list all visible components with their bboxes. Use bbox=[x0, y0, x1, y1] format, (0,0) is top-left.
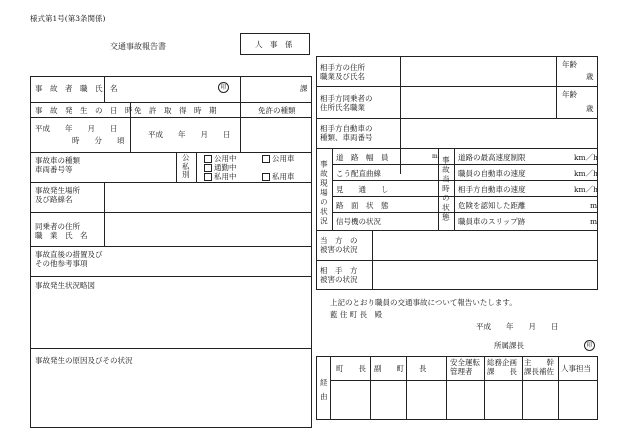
speed-unit-5: m bbox=[590, 217, 598, 226]
vehicle-label: 事故車の種類 車両番号等 bbox=[35, 156, 80, 175]
accident-date: 平成 年 月 日 bbox=[35, 124, 118, 133]
site-row-1-unit: m bbox=[432, 153, 438, 160]
site-row-1: 道 路 幅 員 bbox=[336, 153, 389, 162]
car-option-2: 私用車 bbox=[262, 172, 295, 181]
speed-unit-2: km／h bbox=[574, 169, 598, 178]
speed-unit-4: m bbox=[590, 201, 598, 210]
other-passenger-label: 相手方同乗者の 住所氏名職業 bbox=[320, 94, 373, 113]
site-label: 事故現場の状況 bbox=[319, 160, 329, 227]
other-party-age-label: 年齢 bbox=[562, 60, 577, 69]
license-date: 平成 年 月 日 bbox=[148, 130, 231, 139]
license-type-label: 免許の種類 bbox=[258, 106, 296, 115]
measures-label: 事故直後の措置及び その他参考事項 bbox=[35, 250, 103, 269]
chief-seal: 印 bbox=[584, 340, 595, 351]
datetime-label: 事 故 発 生 の 日 時 bbox=[35, 106, 133, 115]
seal-mark: 印 bbox=[218, 82, 229, 93]
approval-label: 経 由 bbox=[320, 378, 328, 401]
site-row-5: 信号機の状況 bbox=[336, 217, 381, 226]
speed-label: 事故当時の状態 bbox=[441, 156, 451, 223]
use-option-1: 公用中 bbox=[204, 154, 237, 163]
approval-col-6: 人事担当 bbox=[561, 364, 591, 373]
report-date: 平成 年 月 日 bbox=[476, 322, 559, 331]
license-date-label: 免 許 取 得 時 期 bbox=[134, 106, 217, 115]
speed-row-4: 危険を認知した距離 bbox=[458, 201, 526, 210]
place-label: 事故発生場所 及び路線名 bbox=[35, 186, 80, 205]
approval-col-1: 町 長 bbox=[336, 364, 366, 373]
speed-row-3: 相手方自動車の速度 bbox=[458, 185, 526, 194]
section-suffix: 課 bbox=[300, 84, 308, 93]
site-row-3: 見 通 し bbox=[336, 185, 389, 194]
car-checkbox-2[interactable] bbox=[262, 173, 270, 181]
use-option-3: 私用中 bbox=[204, 172, 237, 181]
speed-row-2: 職員の自動車の速度 bbox=[458, 169, 526, 178]
use-checkbox-2[interactable] bbox=[204, 164, 212, 172]
speed-unit-1: km／h bbox=[574, 153, 598, 162]
use-checkbox-1[interactable] bbox=[204, 155, 212, 163]
their-damage-label: 相 手 方 被害の状況 bbox=[320, 266, 358, 285]
department-box: 人 事 係 bbox=[240, 33, 310, 55]
other-party-age-unit: 歳 bbox=[586, 72, 594, 81]
chief-label: 所属課長 bbox=[494, 341, 524, 350]
approval-col-3: 安全運転 管理者 bbox=[450, 358, 480, 377]
addressee: 藍 住 町 長 殿 bbox=[330, 310, 383, 319]
accident-time: 時 分 頃 bbox=[72, 136, 125, 145]
other-party-label: 相手方の住所 職業及び氏名 bbox=[320, 63, 365, 82]
other-passenger-age-unit: 歳 bbox=[586, 104, 594, 113]
use-label: 公 私 別 bbox=[182, 153, 190, 180]
approval-col-2: 副 町 長 bbox=[374, 364, 427, 373]
cause-label: 事故発生の原因及びその状況 bbox=[35, 356, 133, 365]
approval-col-4: 総務企画 課 長 bbox=[487, 358, 517, 377]
other-vehicle-label: 相手方自動車の 種類、車両番号 bbox=[320, 124, 373, 143]
site-row-4: 路 面 状 態 bbox=[336, 201, 389, 210]
report-text: 上記のとおり職員の交通事故について報告いたします。 bbox=[330, 298, 517, 307]
our-damage-label: 当 方 の 被害の状況 bbox=[320, 236, 358, 255]
diagram-label: 事故発生状況略図 bbox=[35, 281, 95, 290]
approval-col-5: 主 幹 課長補佐 bbox=[524, 358, 554, 377]
form-title: 交通事故報告書 bbox=[110, 42, 166, 51]
site-row-2: こう配直曲線 bbox=[336, 169, 381, 178]
speed-row-1: 道路の最高速度制限 bbox=[458, 153, 526, 162]
speed-row-5: 職員車のスリップ跡 bbox=[458, 217, 526, 226]
car-option-1: 公用車 bbox=[262, 154, 295, 163]
form-number: 様式第1号(第3条関係) bbox=[30, 14, 106, 23]
use-checkbox-3[interactable] bbox=[204, 173, 212, 181]
use-option-2: 通勤中 bbox=[204, 163, 237, 172]
speed-unit-3: km／h bbox=[574, 185, 598, 194]
employee-name-label: 事 故 者 職 氏 名 bbox=[35, 84, 118, 93]
other-passenger-age-label: 年齢 bbox=[562, 90, 577, 99]
passenger-label: 同乗者の住所 職 業 氏 名 bbox=[35, 222, 88, 241]
car-checkbox-1[interactable] bbox=[262, 155, 270, 163]
